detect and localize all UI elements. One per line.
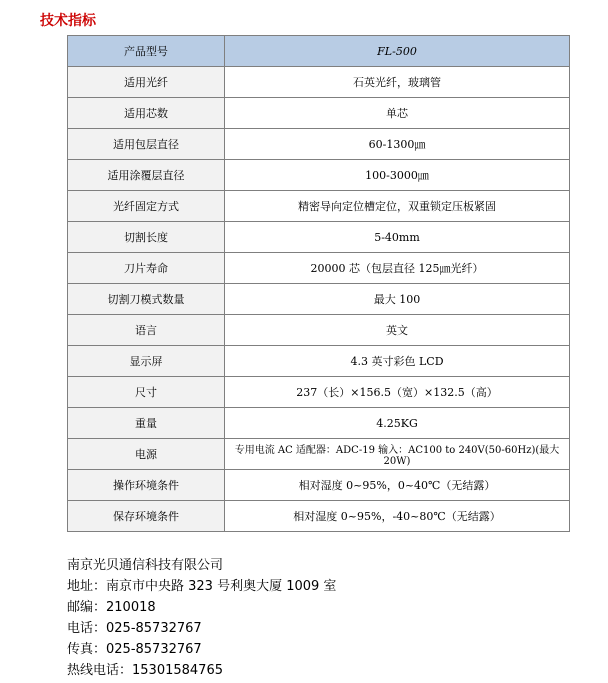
row-label: 切割长度 [68,222,225,253]
company-hotline: 热线电话：15301584765 [67,663,223,678]
table-row [68,501,570,532]
row-label: 适用涂覆层直径 [68,160,225,191]
table-row [68,315,570,346]
row-value: 4.3 英寸彩色 LCD [225,346,570,377]
row-value: 单芯 [225,98,570,129]
row-value: 60-1300㎛ [225,129,570,160]
table-row [68,346,570,377]
row-label: 刀片寿命 [68,253,225,284]
table-row [68,98,570,129]
row-value: 石英光纤，玻璃管 [225,67,570,98]
table-row [68,377,570,408]
row-label: 显示屏 [68,346,225,377]
header-label: 产品型号 [68,36,225,67]
row-value: 20000 芯（包层直径 125㎛光纤） [225,253,570,284]
row-label: 电源 [68,439,225,470]
table-row [68,408,570,439]
row-label: 尺寸 [68,377,225,408]
row-label: 适用光纤 [68,67,225,98]
company-fax: 传真：025-85732767 [67,642,202,657]
row-label: 适用芯数 [68,98,225,129]
table-row [68,129,570,160]
table-row [68,284,570,315]
company-phone: 电话：025-85732767 [67,621,202,636]
table-row [68,253,570,284]
company-address: 地址：南京市中央路 323 号利奥大厦 1009 室 [67,579,337,594]
company-name: 南京光贝通信科技有限公司 [67,558,224,573]
table-row [68,439,570,470]
company-info [67,555,336,681]
row-value: 精密导向定位槽定位，双重锁定压板紧固 [225,191,570,222]
row-value: 专用电流 AC 适配器：ADC-19 输入：AC100 to 240V(50-60Hz)(最大 20W) [225,439,570,470]
row-value: 100-3000㎛ [225,160,570,191]
row-label: 语言 [68,315,225,346]
table-header-row [68,36,570,67]
row-label: 切割刀模式数量 [68,284,225,315]
table-row [68,470,570,501]
row-value: 237（长）×156.5（宽）×132.5（高） [225,377,570,408]
table-row [68,222,570,253]
header-value: FL-500 [225,36,570,67]
spec-table [67,35,570,532]
table-row [68,160,570,191]
row-label: 保存环境条件 [68,501,225,532]
row-label: 重量 [68,408,225,439]
row-value: 最大 100 [225,284,570,315]
row-label: 操作环境条件 [68,470,225,501]
row-label: 光纤固定方式 [68,191,225,222]
row-value: 英文 [225,315,570,346]
company-postcode: 邮编：210018 [67,600,156,615]
row-value: 5-40mm [225,222,570,253]
row-label: 适用包层直径 [68,129,225,160]
row-value: 相对湿度 0~95%，0~40℃（无结露） [225,470,570,501]
section-title: 技术指标 [40,13,96,29]
row-value: 相对湿度 0~95%，-40~80℃（无结露） [225,501,570,532]
table-row [68,67,570,98]
table-row [68,191,570,222]
row-value: 4.25KG [225,408,570,439]
